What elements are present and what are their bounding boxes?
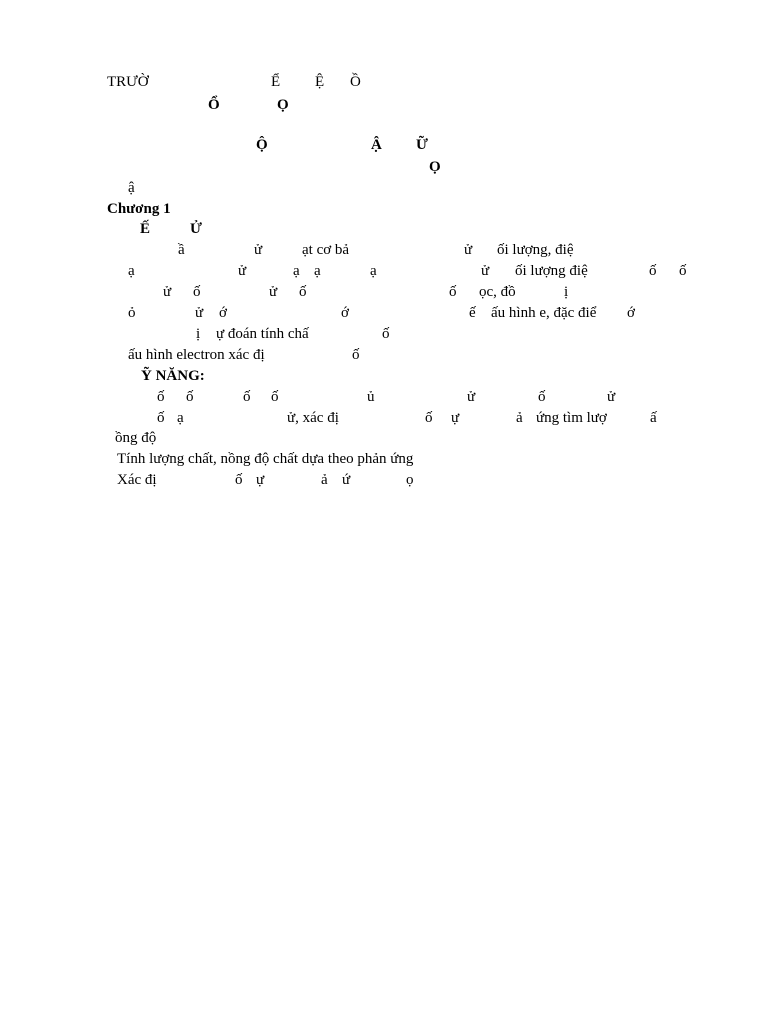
header-line-school: [0, 72, 768, 94]
text-fragment: ạ: [128, 263, 135, 279]
text-fragment: ứ: [342, 472, 351, 488]
text-fragment: Ọ: [429, 159, 441, 175]
text-fragment: ị: [196, 326, 201, 342]
text-fragment: Ệ: [315, 74, 325, 90]
text-line: [0, 470, 768, 492]
text-fragment: ấu hình electron xác đị: [128, 347, 265, 363]
text-fragment: Xác đị: [117, 472, 157, 488]
text-fragment: ố: [538, 389, 546, 405]
text-fragment: ố: [449, 284, 457, 300]
text-fragment: ố: [186, 389, 194, 405]
text-fragment: ử: [195, 305, 204, 321]
text-fragment: ố: [157, 389, 165, 405]
text-fragment: ối lượng, điệ: [497, 242, 574, 258]
section-heading-skills: [0, 366, 768, 388]
text-fragment: ấu hình e, đặc điể: [491, 305, 597, 321]
text-line: [0, 449, 768, 471]
text-fragment: ế: [469, 305, 476, 321]
text-fragment: ọc, đồ: [479, 284, 516, 300]
text-fragment: ậ: [128, 180, 135, 196]
text-fragment: ạ: [314, 263, 321, 279]
text-line: [0, 303, 768, 325]
text-fragment: Ữ: [416, 137, 428, 153]
text-fragment: ầ: [178, 242, 185, 258]
text-fragment: ả: [516, 410, 523, 426]
text-line: [0, 428, 768, 450]
text-fragment: ử: [467, 389, 476, 405]
text-fragment: ử: [481, 263, 490, 279]
text-fragment: ứng tìm lượ: [536, 410, 607, 426]
text-fragment: ố: [679, 263, 687, 279]
text-fragment: ạ: [370, 263, 377, 279]
text-fragment: ồng độ: [115, 430, 157, 446]
text-fragment: Ế: [140, 221, 151, 237]
text-line: [0, 408, 768, 430]
text-fragment: ỏ: [128, 305, 136, 321]
text-fragment: ị: [564, 284, 569, 300]
section-heading-knowledge: [0, 219, 768, 241]
text-fragment: ử: [464, 242, 473, 258]
text-fragment: ố: [299, 284, 307, 300]
chapter-heading: [0, 199, 768, 221]
text-fragment: ử: [254, 242, 263, 258]
text-fragment: ố: [382, 326, 390, 342]
text-fragment: ố: [243, 389, 251, 405]
text-fragment: ố: [649, 263, 657, 279]
text-fragment: Ử: [190, 221, 202, 237]
text-fragment: Ộ: [256, 137, 268, 153]
text-fragment: ự: [451, 410, 460, 426]
text-fragment: ố: [425, 410, 433, 426]
text-fragment: ử: [238, 263, 247, 279]
text-fragment: ấ: [650, 410, 657, 426]
header-line-department: [0, 95, 768, 117]
document-title-line: [0, 135, 768, 157]
text-fragment: Ồ: [350, 74, 361, 90]
text-fragment: ố: [235, 472, 243, 488]
text-line: [0, 240, 768, 262]
text-fragment: ự đoán tính chấ: [216, 326, 309, 342]
text-fragment: ớ: [627, 305, 635, 321]
text-fragment: ớ: [219, 305, 227, 321]
text-line: [0, 387, 768, 409]
document-subtitle-line: [0, 157, 768, 179]
text-fragment: ạ: [177, 410, 184, 426]
text-fragment: ố: [352, 347, 360, 363]
text-fragment: ạ: [293, 263, 300, 279]
text-fragment: ự: [256, 472, 265, 488]
text-fragment: Ể: [271, 74, 281, 90]
text-fragment: Ọ: [277, 97, 289, 113]
text-fragment: TRƯỜ: [107, 74, 149, 90]
text-line: [0, 324, 768, 346]
text-fragment: ử: [163, 284, 172, 300]
text-fragment: ớ: [341, 305, 349, 321]
text-fragment: ố: [193, 284, 201, 300]
text-fragment: Tính lượng chất, nồng độ chất dựa theo phản ứng: [117, 451, 414, 467]
text-fragment: ả: [321, 472, 328, 488]
text-fragment: ủ: [367, 389, 375, 405]
text-fragment: Chương 1: [107, 201, 171, 217]
text-fragment: ạt cơ bả: [302, 242, 350, 258]
text-fragment: ọ: [406, 472, 414, 488]
text-fragment: Ổ: [208, 97, 220, 113]
text-fragment: Ậ: [371, 137, 382, 153]
text-line: [0, 345, 768, 367]
text-fragment: ố: [271, 389, 279, 405]
text-line: [0, 282, 768, 304]
text-line: [0, 261, 768, 283]
text-fragment: ử: [269, 284, 278, 300]
text-fragment: Ỹ NĂNG:: [141, 368, 205, 384]
text-fragment: ối lượng điệ: [515, 263, 588, 279]
text-fragment: ố: [157, 410, 165, 426]
text-line: [0, 178, 768, 200]
text-fragment: ử, xác đị: [287, 410, 339, 426]
text-fragment: ử: [607, 389, 616, 405]
